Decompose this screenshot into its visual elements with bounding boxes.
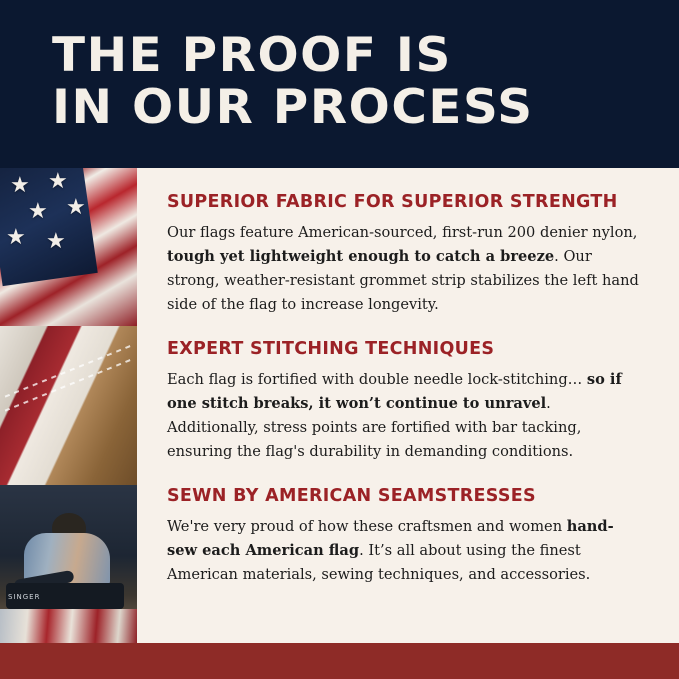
star-icon: ★ bbox=[6, 224, 26, 249]
star-icon: ★ bbox=[48, 168, 68, 193]
star-icon: ★ bbox=[28, 198, 48, 223]
page-title-line-1: THE PROOF IS bbox=[52, 28, 452, 83]
stitch-seam bbox=[5, 359, 133, 412]
page-title-line-2: IN OUR PROCESS bbox=[52, 80, 534, 135]
section-text-part: . Additionally, stress points are fortified with bar tacking, ensuring the flag's durability in demanding conditions. bbox=[167, 395, 582, 460]
content-column bbox=[137, 168, 679, 643]
section-expert-stitching bbox=[167, 339, 641, 464]
poster-body bbox=[0, 168, 679, 643]
section-text-part: . Our strong, weather-resistant grommet strip stabilizes the left hand side of the flag to increase longevity. bbox=[167, 248, 639, 313]
sewing-machine-label: SINGER bbox=[8, 592, 41, 601]
stitch-seam bbox=[5, 345, 133, 398]
section-text-part: Our flags feature American-sourced, first-run 200 denier nylon, bbox=[167, 224, 638, 241]
section-superior-fabric bbox=[167, 192, 641, 317]
star-icon: ★ bbox=[66, 194, 86, 219]
poster-header bbox=[0, 0, 679, 168]
section-text-part: Each flag is fortified with double needle lock-stitching… bbox=[167, 371, 587, 388]
section-body bbox=[167, 515, 641, 587]
page-title bbox=[52, 30, 657, 134]
photo-column bbox=[0, 168, 137, 643]
seamstress-sewing-photo bbox=[0, 485, 137, 643]
section-text-part: We're very proud of how these craftsmen and women bbox=[167, 518, 567, 535]
section-title: SUPERIOR FABRIC FOR SUPERIOR STRENGTH bbox=[167, 192, 618, 212]
star-icon: ★ bbox=[10, 172, 30, 197]
section-text-emphasis: tough yet lightweight enough to catch a breeze bbox=[167, 248, 555, 265]
footer-bar bbox=[0, 643, 679, 679]
flag-fabric bbox=[0, 609, 137, 643]
section-text-part: . It’s all about using the finest American materials, sewing techniques, and accessories. bbox=[167, 542, 591, 583]
flag-stitching-photo bbox=[0, 326, 137, 484]
section-text-emphasis: hand-sew each American flag bbox=[167, 518, 614, 559]
section-text-emphasis: so if one stitch breaks, it won’t continue to unravel bbox=[167, 371, 622, 412]
section-american-seamstresses bbox=[167, 486, 641, 587]
section-body bbox=[167, 221, 641, 317]
section-title: SEWN BY AMERICAN SEAMSTRESSES bbox=[167, 486, 536, 506]
section-body bbox=[167, 368, 641, 464]
star-icon: ★ bbox=[46, 228, 66, 253]
american-flag-stars-photo bbox=[0, 168, 137, 326]
section-title: EXPERT STITCHING TECHNIQUES bbox=[167, 339, 495, 359]
